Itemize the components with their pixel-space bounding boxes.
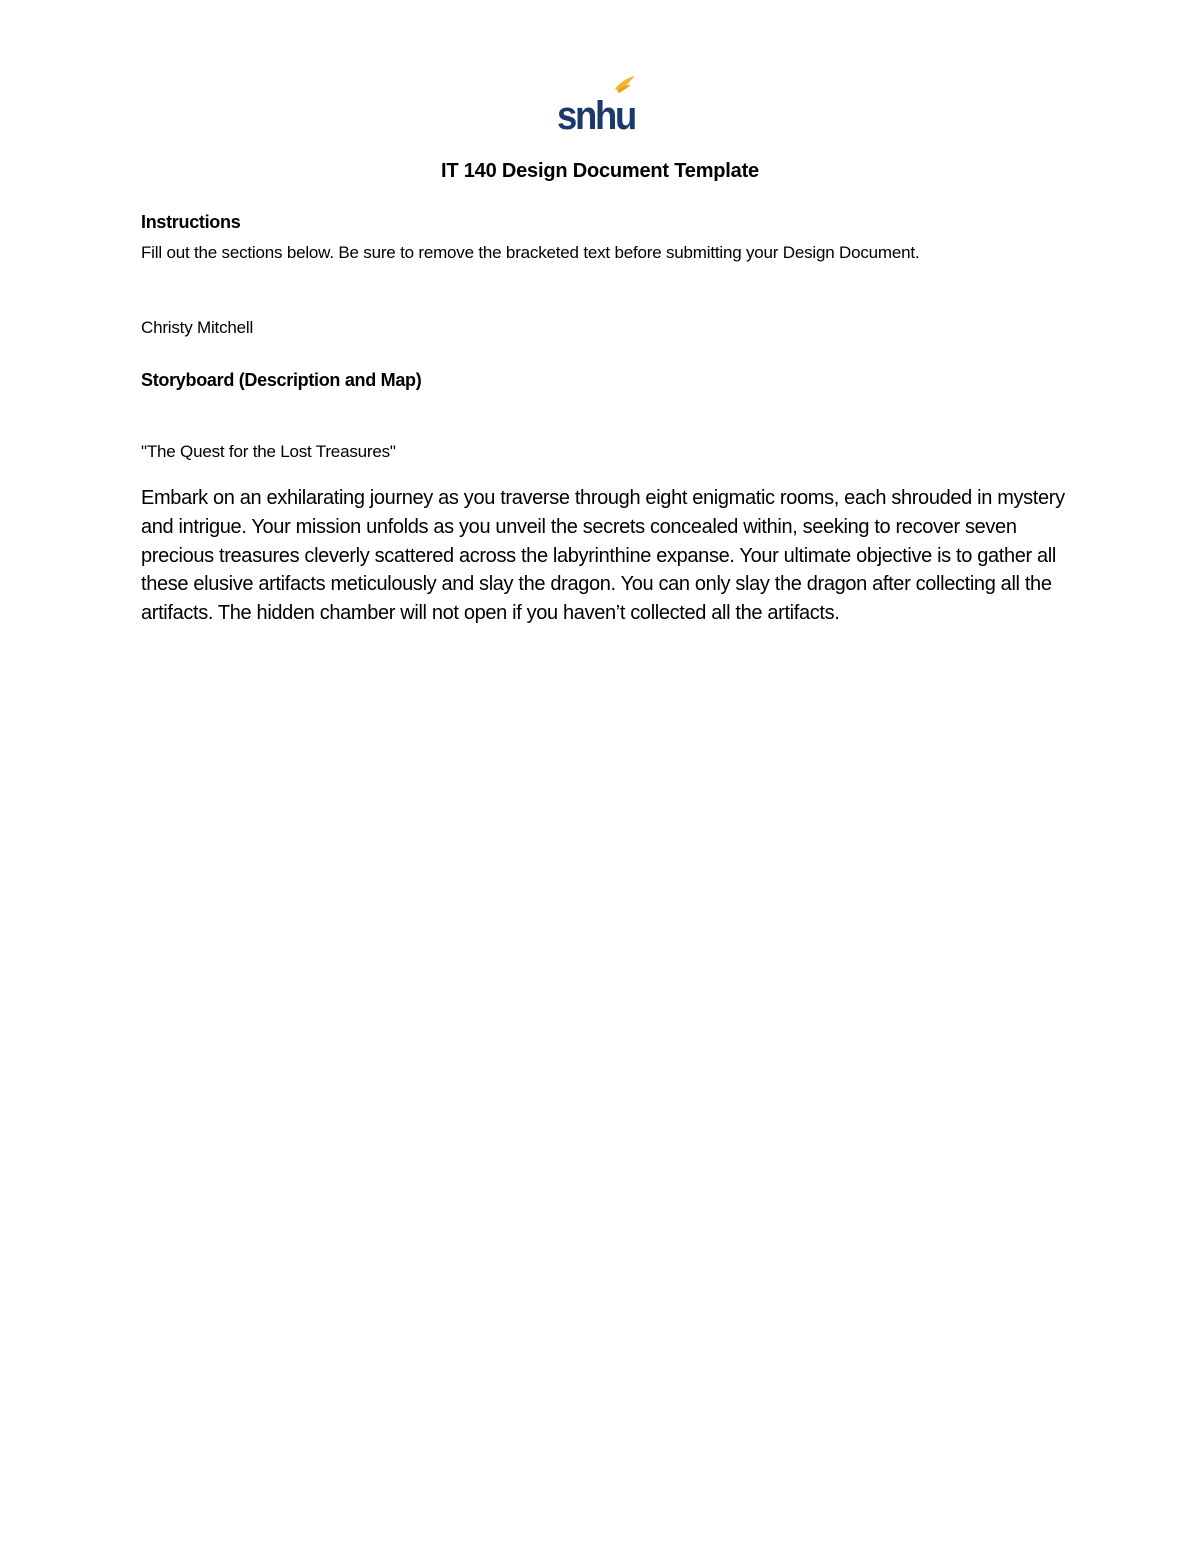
svg-text:snhu: snhu — [557, 94, 636, 133]
author-name: Christy Mitchell — [141, 318, 254, 337]
story-paragraph: Embark on an exhilarating journey as you traverse through eight enigmatic rooms, each shrouded in mystery and intrigue. Your mission unfolds as you unveil the secrets concealed within, seeking to recover seven precious treasures cleverly scattered across the labyrinthine expanse. Your ultimate objective is to gather all these elusive artifacts meticulously and slay the dragon. You can only slay the dragon after collecting all the artifacts. The hidden chamber will not open if you haven’t collected all the artifacts. — [141, 487, 1065, 625]
instructions-heading: Instructions — [141, 212, 241, 232]
snhu-logo — [555, 73, 639, 133]
game-title: "The Quest for the Lost Treasures" — [141, 442, 396, 461]
instructions-text: Fill out the sections below. Be sure to remove the bracketed text before submitting your Design Document. — [141, 243, 920, 262]
storyboard-heading: Storyboard (Description and Map) — [141, 370, 422, 390]
document-title: IT 140 Design Document Template — [441, 160, 759, 182]
